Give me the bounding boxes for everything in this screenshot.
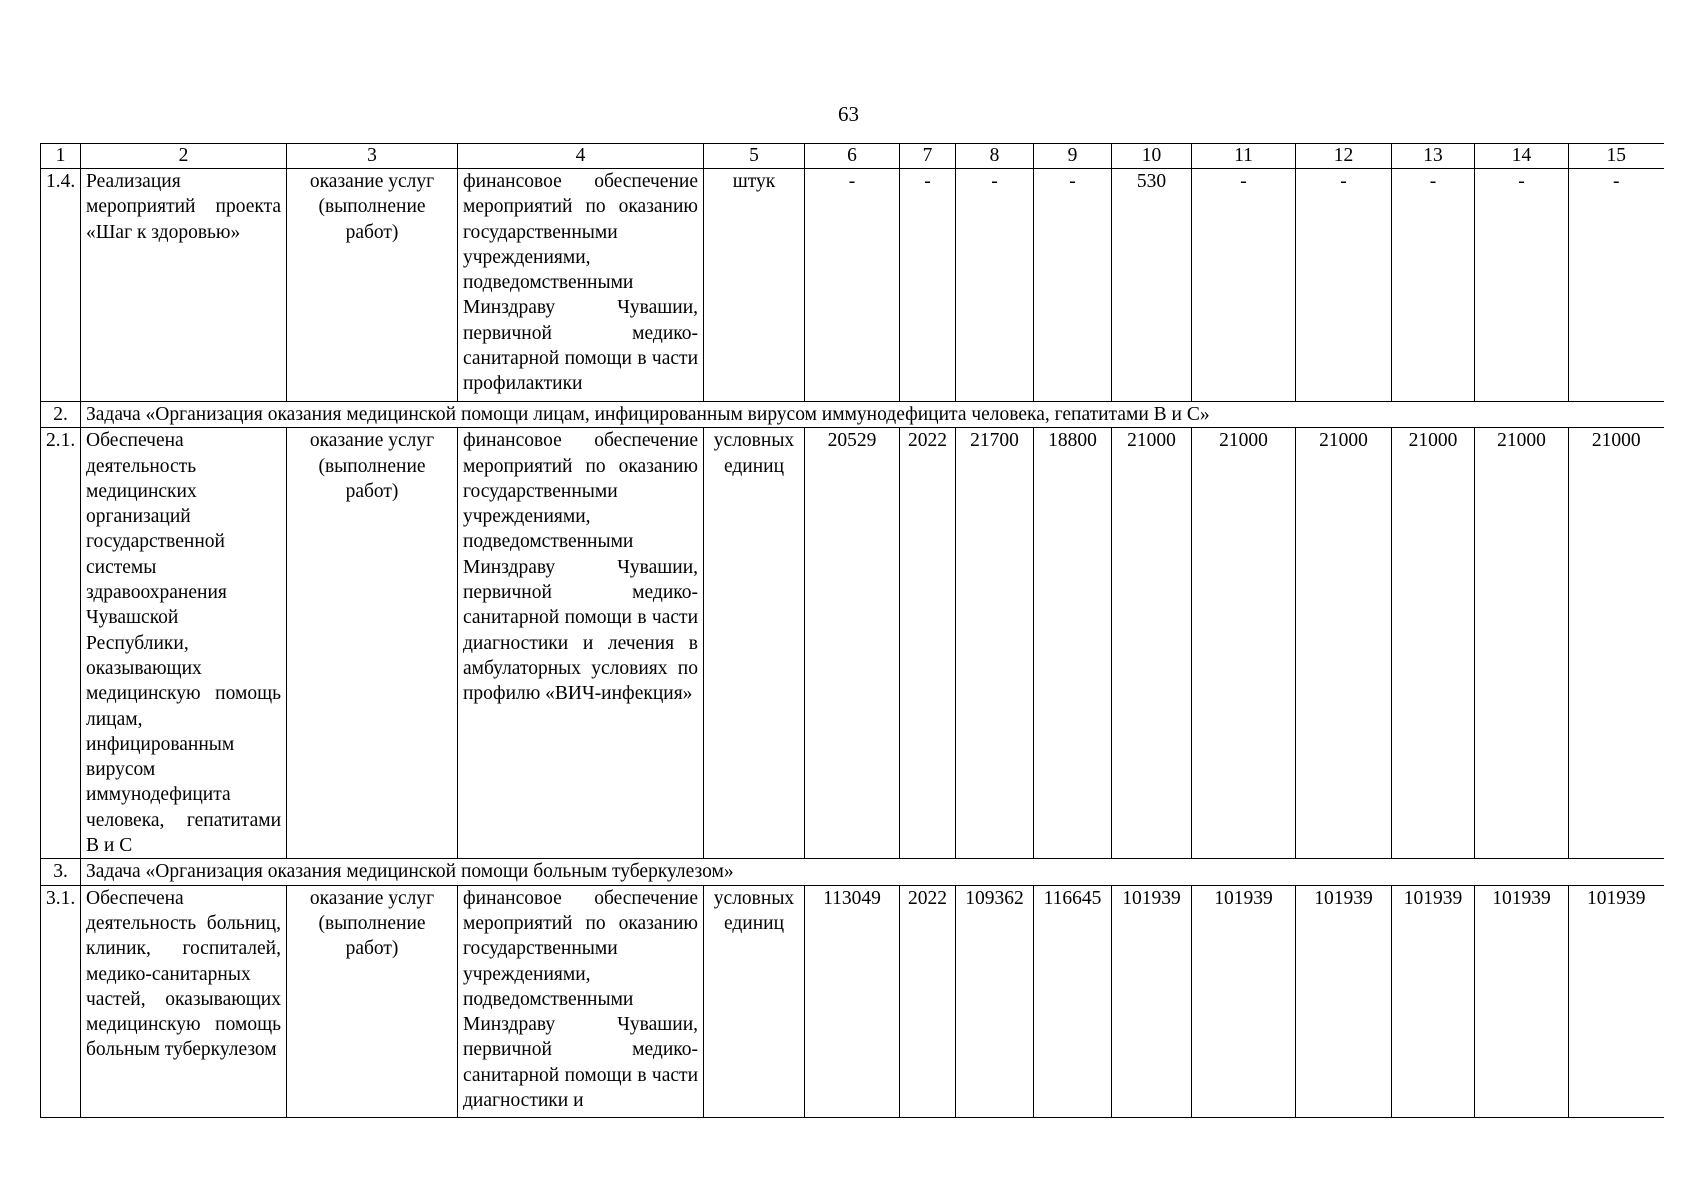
row-value: 21000 — [1475, 428, 1569, 859]
task-row — [41, 859, 1664, 885]
header-cell: 3 — [287, 144, 458, 169]
row-purpose: финансовое обеспечение мероприятий по оказанию государственными учреждениями, подведомственными Минздраву Чувашии, первичной медико-санитарной помощи в части диагностики и — [458, 885, 704, 1117]
row-value: 2022 — [900, 885, 956, 1117]
row-value: 21000 — [1569, 428, 1664, 859]
row-value: - — [956, 169, 1034, 402]
header-cell: 7 — [900, 144, 956, 169]
header-cell: 2 — [81, 144, 287, 169]
row-value: 101939 — [1475, 885, 1569, 1117]
row-value: 116645 — [1034, 885, 1112, 1117]
task-number: 2. — [41, 402, 81, 428]
row-name: Реализация мероприятий проекта «Шаг к здоровью» — [81, 169, 287, 402]
row-value: 113049 — [805, 885, 900, 1117]
row-value: 18800 — [1034, 428, 1112, 859]
row-value: - — [805, 169, 900, 402]
row-value: 21700 — [956, 428, 1034, 859]
data-table — [40, 143, 1664, 1118]
header-cell: 10 — [1112, 144, 1192, 169]
row-value: - — [1392, 169, 1475, 402]
row-value: 101939 — [1192, 885, 1296, 1117]
row-value: 530 — [1112, 169, 1192, 402]
header-cell: 13 — [1392, 144, 1475, 169]
header-cell: 4 — [458, 144, 704, 169]
task-title: Задача «Организация оказания медицинской помощи лицам, инфицированным вирусом иммунодефицита человека, гепатитами В и С» — [81, 402, 1664, 428]
row-number: 1.4. — [41, 169, 81, 402]
row-unit: штук — [704, 169, 805, 402]
row-purpose: финансовое обеспечение мероприятий по оказанию государственными учреждениями, подведомственными Минздраву Чувашии, первичной медико-санитарной помощи в части профилактики — [458, 169, 704, 402]
task-title: Задача «Организация оказания медицинской помощи больным туберкулезом» — [81, 859, 1664, 885]
row-unit: условных единиц — [704, 428, 805, 859]
row-purpose: финансовое обеспечение мероприятий по оказанию государственными учреждениями, подведомственными Минздраву Чувашии, первичной медико-санитарной помощи в части диагностики и лечения в амбулаторных условиях по профилю «ВИЧ-инфекция» — [458, 428, 704, 859]
header-cell: 14 — [1475, 144, 1569, 169]
header-cell: 11 — [1192, 144, 1296, 169]
row-name: Обеспечена деятельность больниц, клиник, госпиталей, медико-санитарных частей, оказывающих медицинскую помощь больным туберкулезом — [81, 885, 287, 1117]
table-row — [41, 169, 1664, 402]
row-value: - — [1475, 169, 1569, 402]
row-value: 2022 — [900, 428, 956, 859]
row-value: 20529 — [805, 428, 900, 859]
row-value: 101939 — [1296, 885, 1392, 1117]
header-row — [41, 144, 1664, 169]
row-value: - — [1034, 169, 1112, 402]
row-value: 109362 — [956, 885, 1034, 1117]
row-value: - — [1296, 169, 1392, 402]
row-value: 101939 — [1569, 885, 1664, 1117]
row-service-type: оказание услуг (выполнение работ) — [287, 885, 458, 1117]
header-cell: 12 — [1296, 144, 1392, 169]
row-value: 21000 — [1192, 428, 1296, 859]
row-value: 21000 — [1296, 428, 1392, 859]
row-name: Обеспечена деятельность медицинских организаций государственной системы здравоохранения Чувашской Республики, оказывающих медицинскую помощь лицам, инфицированным вирусом иммунодефицита человека, гепатитами В и С — [81, 428, 287, 859]
table-row — [41, 428, 1664, 859]
row-value: 101939 — [1392, 885, 1475, 1117]
row-value: 101939 — [1112, 885, 1192, 1117]
row-number: 3.1. — [41, 885, 81, 1117]
row-number: 2.1. — [41, 428, 81, 859]
task-number: 3. — [41, 859, 81, 885]
header-cell: 1 — [41, 144, 81, 169]
row-value: - — [1192, 169, 1296, 402]
page-number: 63 — [838, 102, 859, 126]
row-unit: условных единиц — [704, 885, 805, 1117]
header-cell: 5 — [704, 144, 805, 169]
header-cell: 8 — [956, 144, 1034, 169]
row-service-type: оказание услуг (выполнение работ) — [287, 169, 458, 402]
header-cell: 15 — [1569, 144, 1664, 169]
table-row — [41, 885, 1664, 1117]
row-value: - — [1569, 169, 1664, 402]
header-cell: 6 — [805, 144, 900, 169]
row-service-type: оказание услуг (выполнение работ) — [287, 428, 458, 859]
row-value: 21000 — [1392, 428, 1475, 859]
header-cell: 9 — [1034, 144, 1112, 169]
task-row — [41, 402, 1664, 428]
row-value: 21000 — [1112, 428, 1192, 859]
row-value: - — [900, 169, 956, 402]
